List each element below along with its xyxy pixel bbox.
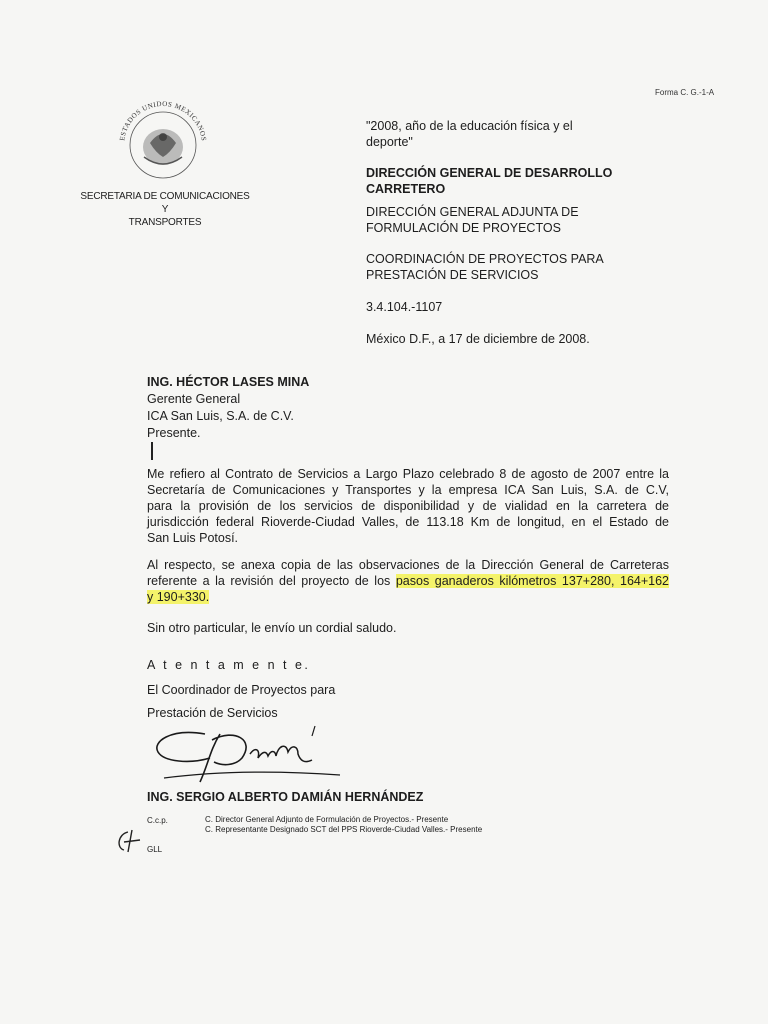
signer-role-line1: El Coordinador de Proyectos para	[147, 683, 336, 697]
government-seal-icon	[110, 95, 216, 187]
place-date: México D.F., a 17 de diciembre de 2008.	[366, 332, 590, 346]
salutation: A t e n t a m e n t e.	[147, 658, 311, 672]
ministry-line2: Y	[161, 204, 169, 215]
recipient-greeting: Presente.	[147, 426, 201, 440]
coordinacion	[366, 251, 604, 283]
pen-mark-icon	[150, 442, 154, 460]
ministry-name	[70, 190, 260, 229]
direccion-adjunta-line1: DIRECCIÓN GENERAL ADJUNTA DE	[366, 205, 579, 219]
signer-name: ING. SERGIO ALBERTO DAMIÁN HERNÁNDEZ	[147, 790, 424, 804]
recipient-company: ICA San Luis, S.A. de C.V.	[147, 409, 294, 423]
recipient-title: Gerente General	[147, 392, 241, 406]
signer-role-line2: Prestación de Servicios	[147, 706, 278, 720]
ccp-label: C.c.p.	[147, 816, 168, 825]
paragraph-contract-reference	[147, 466, 669, 546]
year-motto	[366, 118, 573, 150]
highlighted-text: y 190+330.	[147, 590, 210, 604]
direccion-adjunta-line2: FORMULACIÓN DE PROYECTOS	[366, 221, 561, 235]
ministry-line1: SECRETARIA DE COMUNICACIONES	[80, 191, 250, 202]
paragraph-annex-observations	[147, 557, 669, 605]
form-code: Forma C. G.-1-A	[655, 88, 715, 97]
paragraph1-line: San Luis Potosí.	[147, 531, 239, 545]
typist-initials: GLL	[147, 845, 163, 854]
direccion-adjunta	[366, 204, 579, 236]
paragraph2-line2-text: referente a la revisión del proyecto de los	[147, 574, 396, 588]
year-motto-line1: "2008, año de la educación física y el	[366, 119, 573, 133]
reference-number: 3.4.104.-1107	[366, 300, 443, 314]
paragraph2-line3	[147, 589, 669, 605]
recipient-name: ING. HÉCTOR LASES MINA	[147, 375, 310, 389]
ministry-line3: TRANSPORTES	[128, 217, 202, 228]
seal-text: ESTADOS UNIDOS MEXICANOS	[118, 99, 208, 142]
paragraph2-line1: Al respecto, se anexa copia de las observaciones de la Dirección General de Carreteras	[147, 558, 669, 572]
year-motto-line2: deporte"	[366, 135, 413, 149]
handwritten-signature-icon	[150, 720, 360, 790]
paragraph1-line: Secretaría de Comunicaciones y Transportes y la empresa ICA San Luis, S.A. de C.V,	[147, 483, 669, 497]
closing-line: Sin otro particular, le envío un cordial saludo.	[147, 621, 397, 635]
direccion-general-line2: CARRETERO	[366, 182, 446, 196]
coordinacion-line2: PRESTACIÓN DE SERVICIOS	[366, 268, 539, 282]
paragraph2-line2	[147, 573, 669, 589]
handwritten-initial-icon	[114, 826, 144, 856]
ccp-list	[205, 815, 482, 835]
paragraph1-line: Me refiero al Contrato de Servicios a Largo Plazo celebrado 8 de agosto de 2007 entre la	[147, 467, 669, 481]
ccp-recipient: C. Director General Adjunto de Formulación de Proyectos.- Presente	[205, 815, 449, 824]
paragraph1-line: para la provisión de los servicios de disponibilidad y de vialidad en la carretera de	[147, 499, 669, 513]
direccion-general	[366, 165, 612, 197]
highlighted-text: pasos ganaderos kilómetros 137+280, 164+162	[395, 574, 670, 588]
coordinacion-line1: COORDINACIÓN DE PROYECTOS PARA	[366, 252, 604, 266]
direccion-general-line1: DIRECCIÓN GENERAL DE DESARROLLO	[366, 166, 613, 180]
paragraph1-line: jurisdicción federal Rioverde-Ciudad Valles, de 113.18 Km de longitud, en el Estado de	[147, 515, 669, 529]
ccp-recipient: C. Representante Designado SCT del PPS Rioverde-Ciudad Valles.- Presente	[205, 825, 483, 834]
